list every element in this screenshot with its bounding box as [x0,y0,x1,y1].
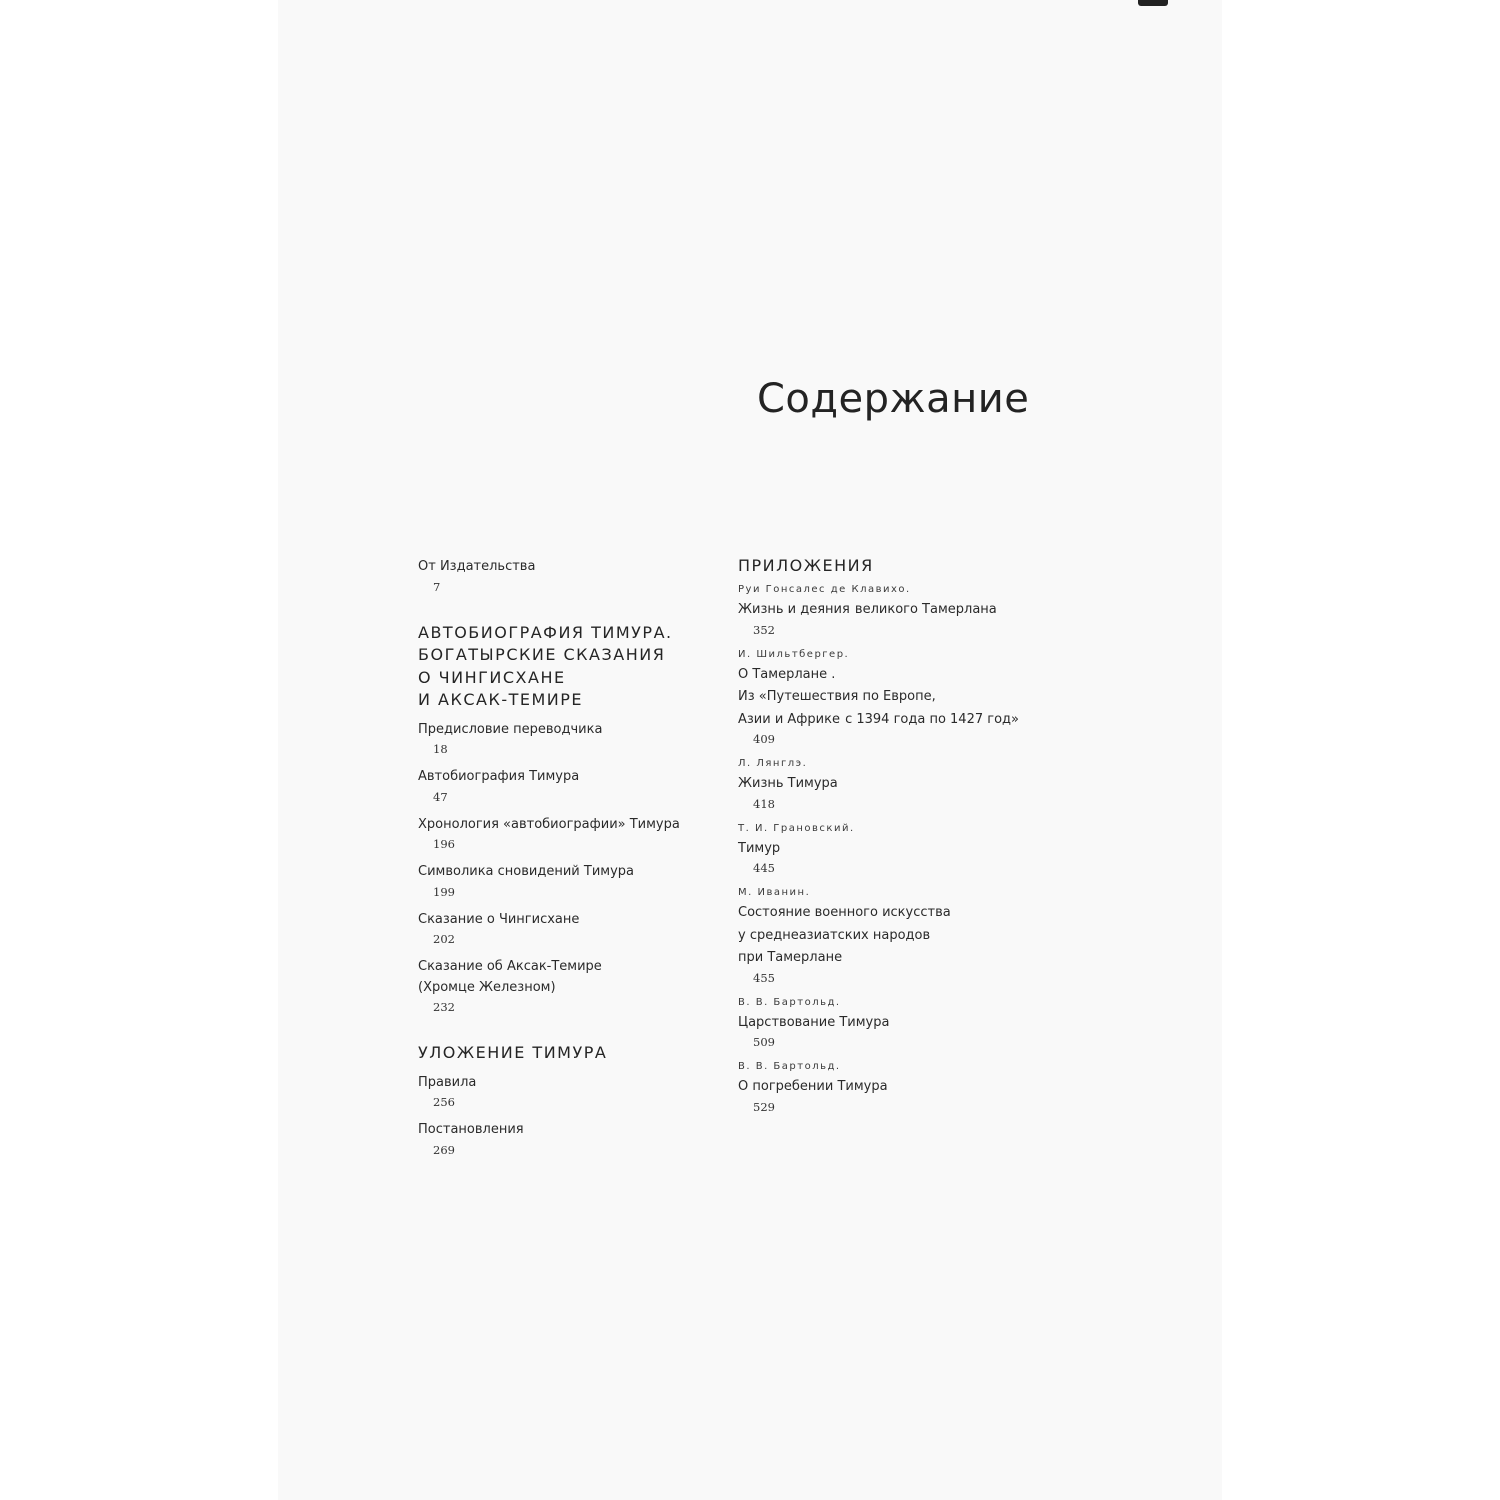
toc-entry [418,720,718,760]
toc-page-number: 445 [753,861,775,875]
toc-entry [418,910,718,950]
toc-entry-title: Хронология «автобиографии» Тимура [418,816,680,832]
toc-author: Руи Гонсалес де Клавихо. [738,584,911,595]
section-heading-appendices: ПРИЛОЖЕНИЯ [738,556,874,575]
toc-entry-title: Азии и Африке [738,711,840,727]
toc-entry-title: О погребении Тимура [738,1079,888,1094]
toc-author: В. В. Бартольд. [738,996,841,1008]
section-heading-line: БОГАТЫРСКИЕ СКАЗАНИЯ [418,645,666,664]
toc-entry [418,862,718,902]
toc-page-number: 455 [753,970,775,985]
toc-entry-title: великого Тамерлана [854,602,997,617]
section-heading-line: АВТОБИОГРАФИЯ ТИМУРА. [418,622,673,642]
toc-entry [418,767,718,807]
section-heading-line: И АКСАК-ТЕМИРЕ [418,690,584,709]
toc-entry-title: Из «Путешествия по Европе, [738,689,936,704]
toc-page-number: 7 [433,579,441,594]
toc-author: Л. Лянглэ. [738,758,808,769]
toc-appendix-entry [738,581,1038,640]
toc-entry-title: Состояние военного искусства [738,905,951,920]
toc-page-number: 509 [753,1035,775,1049]
toc-entry-title: при Тамерлане [738,950,843,965]
toc-entry-title: Предисловие переводчика [418,721,603,737]
toc-entry-title: Правила [418,1074,477,1090]
toc-page-number: 418 [753,796,775,811]
toc-author: М. Иванин. [738,887,811,898]
toc-page-number: 199 [433,884,455,899]
toc-author: И. Шильтбергер. [738,648,850,660]
page-corner-mark [1138,0,1168,6]
toc-page-number: 232 [433,1000,455,1014]
toc-page-number: 529 [753,1099,775,1114]
toc-entry-title: Сказание об Аксак-Темире [418,959,602,974]
toc-left-column [418,557,718,1168]
toc-entry [418,1120,718,1160]
toc-page-number: 202 [433,932,455,946]
toc-appendix-entry [738,884,1038,988]
toc-author: Т. И. Грановский. [738,822,855,834]
toc-page-number: 47 [433,789,448,804]
toc-entry-intro [418,557,718,597]
toc-appendix-entry [738,820,1038,879]
toc-entry-title: Автобиография Тимура [418,769,580,784]
toc-entry-title: Тимур [738,840,781,856]
toc-entry-title: с 1394 года по 1427 год» [845,711,1019,727]
toc-entry-title: Жизнь и деяния [738,602,850,617]
toc-page-number: 256 [433,1095,455,1109]
toc-page-number: 352 [753,622,775,637]
toc-author: В. В. Бартольд. [738,1061,841,1072]
section-heading-code: УЛОЖЕНИЕ ТИМУРА [418,1043,608,1062]
toc-appendix-entry [738,994,1038,1053]
toc-appendix-entry [738,646,1038,750]
toc-entry-title: Сказание о Чингисхане [418,911,580,927]
section-heading-line: О ЧИНГИСХАНЕ [418,667,566,687]
toc-entry-title: О Тамерлане . [738,666,836,682]
page-title: Содержание [757,376,1030,422]
toc-entry-title: (Хромце Железном) [418,979,556,995]
toc-entry-title: Символика сновидений Тимура [418,864,634,879]
toc-appendix-entry [738,1058,1038,1117]
toc-entry-title: Царствование Тимура [738,1014,890,1030]
toc-right-column [738,555,1038,1123]
toc-entry [418,957,718,1017]
toc-entry [418,815,718,855]
toc-page-number: 269 [433,1142,455,1157]
section-heading-autobiography [418,622,718,712]
toc-appendix-entry [738,755,1038,814]
toc-entry-title: Постановления [418,1122,524,1137]
toc-entry [418,1073,718,1113]
toc-page-number: 18 [433,742,448,756]
toc-entry-title: у среднеазиатских народов [738,927,931,943]
toc-entry-title: Жизнь Тимура [738,776,838,791]
toc-page-number: 196 [433,837,455,851]
toc-entry-title: От Издательства [418,559,536,574]
toc-page-number: 409 [753,732,775,746]
